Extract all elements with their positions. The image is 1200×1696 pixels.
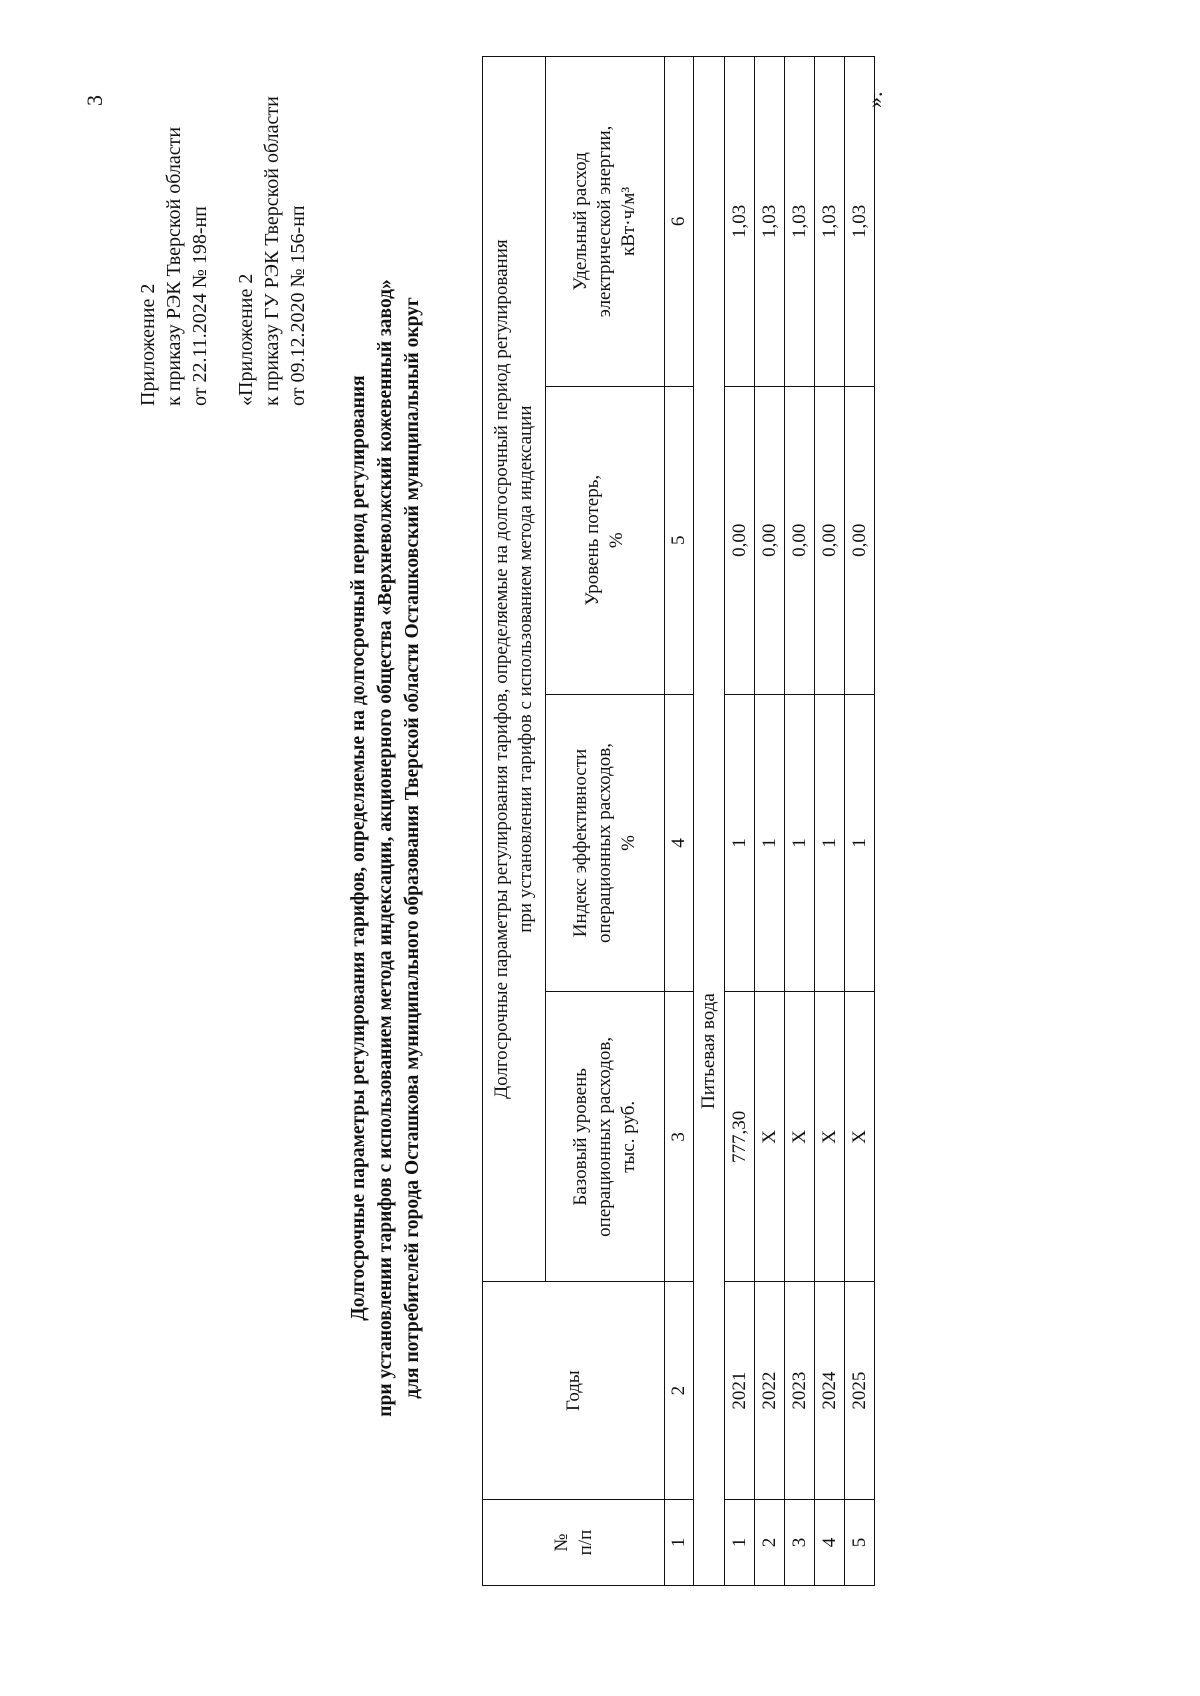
cell-year: 2021: [725, 1282, 755, 1500]
header-spec-line3: кВт·ч/м³: [618, 186, 639, 256]
cell-loss-level: 0,00: [815, 386, 845, 694]
header-base-line2: операционных расходов,: [594, 1036, 615, 1237]
cell-specific-consumption: 1,03: [755, 57, 785, 387]
header-idx-line2: операционных расходов,: [594, 743, 615, 943]
header-number-line1: №: [550, 1533, 572, 1552]
header-spec-line2: электрической энергии,: [594, 125, 615, 318]
column-number-2: 2: [665, 1282, 694, 1500]
cell-number: 4: [815, 1500, 845, 1586]
cell-specific-consumption: 1,03: [785, 57, 815, 387]
cell-loss-level: 0,00: [845, 386, 875, 694]
cell-specific-consumption: 1,03: [815, 57, 845, 387]
cell-loss-level: 0,00: [725, 386, 755, 694]
header-year: Годы: [483, 1282, 665, 1500]
appendix-reference-new: [135, 127, 213, 406]
column-number-row: [665, 57, 694, 1586]
title-line2: при установлении тарифов с использованием метода индексации, акционерного общества «Верхневолжский кожевенный завод»: [375, 279, 396, 1417]
header-base-level: [546, 992, 665, 1282]
section-label: Питьевая вода: [698, 993, 719, 1109]
cell-number: 2: [755, 1500, 785, 1586]
appendix-old-line2: к приказу ГУ РЭК Тверской области: [261, 96, 283, 406]
column-number-1: 1: [665, 1500, 694, 1586]
header-specific-consumption: [546, 57, 665, 387]
cell-base-level: X: [845, 992, 875, 1282]
cell-year: 2022: [755, 1282, 785, 1500]
header-loss-line2: %: [606, 532, 627, 549]
header-group: [483, 57, 546, 1282]
page-number: 3: [82, 95, 107, 106]
cell-loss-level: 0,00: [785, 386, 815, 694]
appendix-new-line1: Приложение 2: [137, 283, 159, 406]
cell-number: 1: [725, 1500, 755, 1586]
cell-year: 2025: [845, 1282, 875, 1500]
document-title: [345, 118, 426, 1578]
column-number-5: 5: [665, 386, 694, 694]
appendix-reference-old: [233, 96, 311, 406]
appendix-old-line1: «Приложение 2: [235, 273, 257, 406]
table-row: [755, 57, 785, 1586]
cell-number: 5: [845, 1500, 875, 1586]
header-idx-line3: %: [618, 835, 639, 851]
table-row: [815, 57, 845, 1586]
title-line3: для потребителей города Осташкова муниципального образования Тверской области Осташковский муниципальный округ: [402, 297, 423, 1399]
cell-efficiency-index: 1: [725, 694, 755, 992]
appendix-new-line3: от 22.11.2024 № 198-нп: [189, 206, 211, 406]
header-loss-line1: Уровень потерь,: [582, 474, 603, 606]
header-number-line2: п/п: [574, 1529, 596, 1556]
cell-year: 2024: [815, 1282, 845, 1500]
column-number-6: 6: [665, 57, 694, 387]
table-row: [725, 57, 755, 1586]
appendix-old-line3: от 09.12.2020 № 156-нп: [287, 205, 309, 406]
header-efficiency-index: [546, 694, 665, 992]
closing-quote-mark: ».: [862, 91, 887, 108]
header-loss-level: [546, 386, 665, 694]
cell-base-level: X: [755, 992, 785, 1282]
section-cell: [694, 57, 725, 1586]
column-number-4: 4: [665, 694, 694, 992]
section-row: [694, 57, 725, 1586]
cell-loss-level: 0,00: [755, 386, 785, 694]
cell-efficiency-index: 1: [755, 694, 785, 992]
cell-base-level: X: [815, 992, 845, 1282]
table-row: [845, 57, 875, 1586]
cell-efficiency-index: 1: [815, 694, 845, 992]
table-row: [785, 57, 815, 1586]
header-group-line2: при установлении тарифов с использованием метода индексации: [515, 405, 536, 933]
cell-number: 3: [785, 1500, 815, 1586]
cell-efficiency-index: 1: [785, 694, 815, 992]
header-group-line1: Долгосрочные параметры регулирования тарифов, определяемые на долгосрочный период регулирования: [491, 239, 512, 1099]
header-number: [483, 1500, 665, 1586]
header-base-line1: Базовый уровень: [570, 1068, 591, 1206]
header-idx-line1: Индекс эффективности: [570, 748, 591, 938]
title-line1: Долгосрочные параметры регулирования тарифов, определяемые на долгосрочный период регулирования: [348, 375, 369, 1321]
cell-base-level: X: [785, 992, 815, 1282]
cell-base-level: 777,30: [725, 992, 755, 1282]
cell-specific-consumption: 1,03: [725, 57, 755, 387]
parameters-table: [482, 56, 875, 1586]
appendix-new-line2: к приказу РЭК Тверской области: [163, 126, 185, 406]
column-number-3: 3: [665, 992, 694, 1282]
table-header-row: [483, 57, 546, 1586]
cell-year: 2023: [785, 1282, 815, 1500]
header-base-line3: тыс. руб.: [618, 1100, 639, 1173]
cell-specific-consumption: 1,03: [845, 57, 875, 387]
header-spec-line1: Удельный расход: [570, 152, 591, 291]
cell-efficiency-index: 1: [845, 694, 875, 992]
